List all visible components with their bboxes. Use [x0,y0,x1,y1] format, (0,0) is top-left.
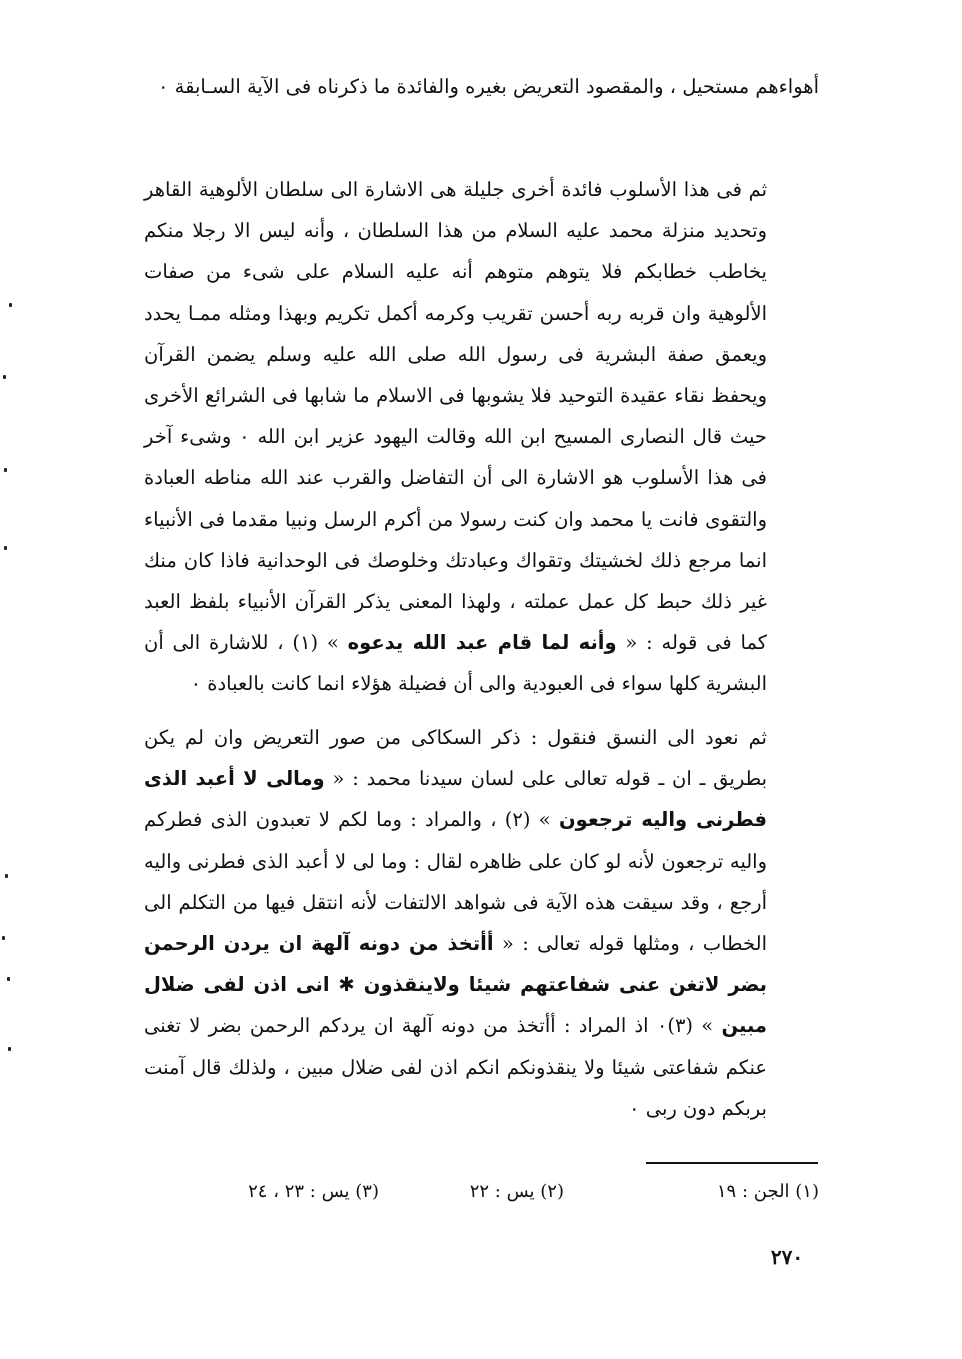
body-text: » (٣)٠ اذ المراد : أأتخذ من دونه آلهة ان يردكم الرحمن بضر لا تغنى عنكم شفاعتى شيئا ولا ينقذونكم انكم اذن لفى ضلال مبين ، ولذلك قال آمنت بربكم دون ربى ٠ [144,1014,767,1120]
page-number: ٢٧٠ [770,1245,804,1269]
body-text: » (١) ، للاشارة الى أن البشرية كلها سواء فى العبودية والى أن فضيلة هؤلاء انما كانت بالعبادة ٠ [144,631,767,696]
footnote-separator [646,1162,818,1164]
scan-mark [4,546,7,550]
footnote-2: (٢) يس : ٢٢ [469,1181,564,1202]
footnote-3: (٣) يس : ٢٣ ، ٢٤ [248,1181,379,1202]
paragraph-3 [144,717,819,1129]
body-text: » (٢) ، والمراد : وما لكم لا تعبدون الذى فطركم واليه ترجعون لأنه لو كان على ظاهره لقال : وما لى لا أعبد الذى فطرنى واليه أرجع ، وقد سيقت هذه الآية فى شواهد الالتفات لأنه انتقل فيها من التكلم الى الخطاب ، ومثلها قوله تعالى : « [144,808,767,956]
scan-mark [9,303,12,307]
body-text: ثم فى هذا الأسلوب فائدة أخرى جليلة هى الاشارة الى سلطان الألوهية القاهر وتحديد منزلة محمد عليه السلام من هذا السلطان ، وأنه ليس الا رجلا منكم يخاطب خطابكم فلا يتوهم متوهم أنه عليه السلام على شىء من صفات الألوهية وان قربه ربه أحسن تقريب وكرمه أكمل تكريم وبهذا ومثله ممـا يحدد ويعمق صفة البشرية فى رسول الله صلى الله عليه وسلم يضمن القرآن ويحفظ نقاء عقيدة التوحيد فلا يشوبها فى الاسلام ما شابها فى الشرائع الأخرى حيث قال النصارى المسيح ابن الله وقالت اليهود عزير ابن الله ٠ وشىء آخر فى هذا الأسلوب هو الاشارة الى أن التفاضل والقرب عند الله مناطه العبادة والتقوى فانت يا محمد وان كنت رسولا من أكرم الرسل ونبيا مقدما فى الأنبياء انما مرجع ذلك لخشيتك وتقواك وعبادتك وخلوصك فى الوحدانية فاذا كان منك غير ذلك حبط كل عمل عملته ، ولهذا المعنى يذكر القرآن الأنبياء بلفظ العبد كما فى قوله : « [144,178,768,655]
scan-mark [2,936,5,940]
body-text: ثم نعود الى النسق فنقول : ذكر السكاكى من صور التعريض وان لم يكن بطريق ـ ان ـ قوله تعالى على لسان سيدنا محمد : « [144,726,768,791]
paragraph-text [144,66,819,107]
paragraph-text [144,717,819,1129]
scan-mark [3,375,6,379]
paragraph-text [144,169,819,705]
scan-mark [7,977,10,981]
quran-quote: ومالى لا أعبد الذى فطرنى واليه ترجعون [144,767,767,832]
body-text: أهواءهم مستحيل ، والمقصود التعريض بغيره والفائدة ما ذكرناه فى الآية السـابقة ٠ [157,75,819,98]
paragraph-1 [144,66,819,107]
paragraph-2 [144,169,819,705]
scan-mark [4,468,7,472]
quran-quote: وأنه لما قام عبد الله يدعوه [347,631,617,655]
scan-mark [5,874,8,878]
quran-quote: أأتخذ من دونه آلهة ان يردن الرحمن بضر لاتغن عنى شفاعتهم شيئا ولاينقذون ✱ انى اذن لفى ضلال مبين [144,932,767,1038]
scan-mark [8,1047,11,1051]
footnote-1: (١) الجن : ١٩ [716,1181,819,1202]
